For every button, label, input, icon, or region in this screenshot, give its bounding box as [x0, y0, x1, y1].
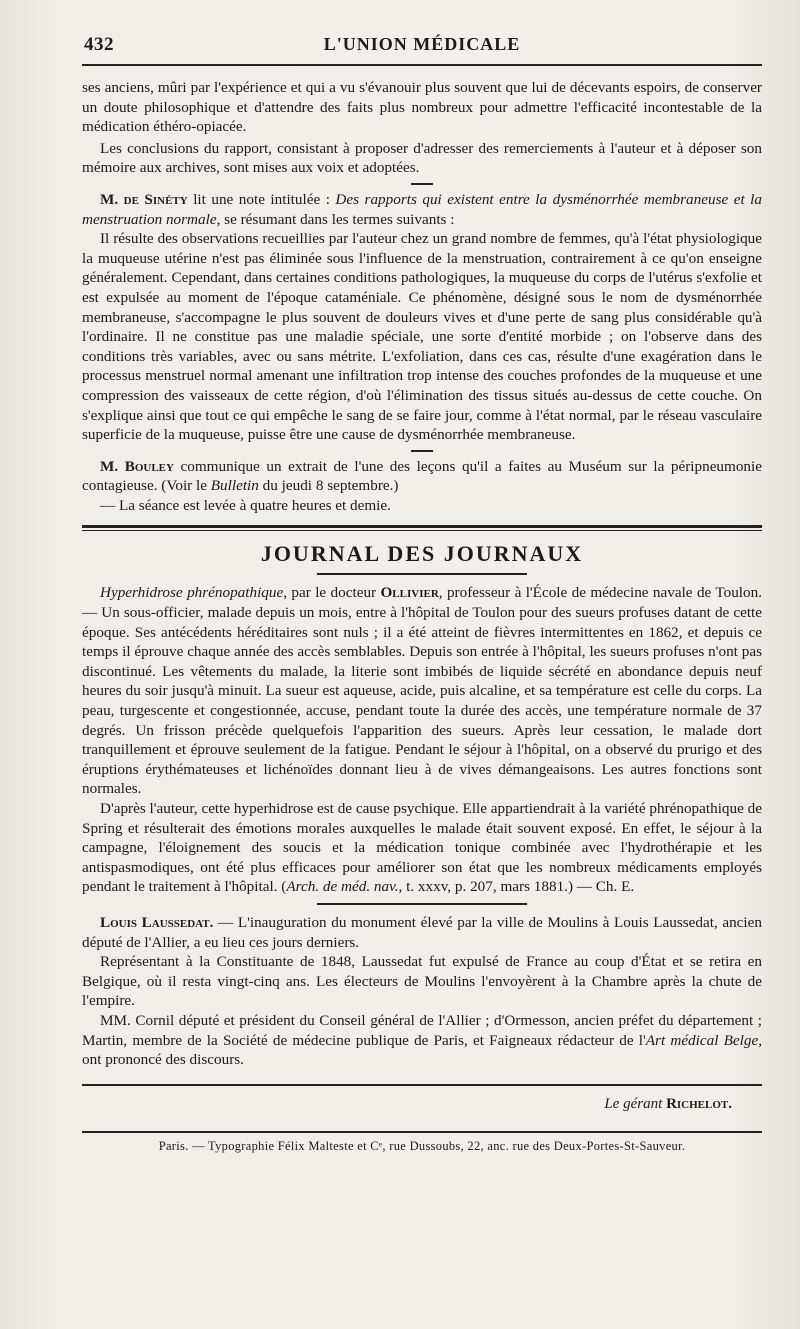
- footer-rule: [82, 1084, 762, 1086]
- bouley-after: du jeudi 8 septembre.): [258, 477, 399, 495]
- laussedat-text-3-tail: , ont prononcé des discours.: [82, 1031, 762, 1069]
- signature-name: Richelot.: [666, 1095, 732, 1112]
- bulletin-ref: Bulletin: [210, 477, 259, 495]
- section-title: JOURNAL DES JOURNAUX: [260, 541, 584, 567]
- section-title-rule: [317, 573, 527, 575]
- laussedat-paragraph-2: Représentant à la Constituante de 1848, Laussedat fut expulsé de France au coup d'État et se retira en Belgique, où il resta vingt-cinq ans. Les électeurs de Moulins l'envoyèrent à la Chambre après la chute de l'empire.: [82, 953, 762, 1010]
- paragraph-conclusions: Les conclusions du rapport, consistant à proposer d'adresser des remerciements à l'auteur et à déposer son mémoire aux archives, sont mises aux voix et adoptées.: [82, 139, 762, 177]
- article-title: Hyperhidrose phrénopathique: [100, 584, 284, 602]
- section-rule: [82, 525, 762, 531]
- signature-line: [82, 1096, 762, 1113]
- bouley-paragraph: [82, 457, 762, 496]
- article-body-2: D'après l'auteur, cette hyperhidrose est de cause psychique. Elle appartiendrait à la variété phrénopathique de Spring et résulterait des émotions morales auxquelles le malade était souvent exposé. En effet, le séjour à la campagne, l'éloignement des soucis et la médication tonique combinée avec l'hydrothérapie et les antispasmodiques, ont été plus efficaces pour améliorer son état que les nombreux médicaments employés pendant le traitement à l'hôpital. (: [82, 800, 762, 896]
- sinety-intro: [82, 190, 762, 229]
- article-paragraph-2: [82, 799, 762, 897]
- header-rule: [82, 64, 762, 66]
- separator-dash: [411, 450, 433, 452]
- laussedat-text-3: MM. Cornil député et président du Conseil général de l'Allier ; d'Ormesson, ancien préfet du département ; Martin, membre de la Société de médecine publique de Paris, et Faigneaux rédacteur de l': [82, 1011, 762, 1049]
- sinety-intro-text: lit une note intitulée :: [187, 190, 336, 208]
- sinety-note-title: Des rapports qui existent entre la dysménorrhée membraneuse et la menstruation normale: [82, 190, 762, 228]
- article-reference-tail: , t. xxxv, p. 207, mars 1881.) — Ch. E.: [398, 878, 635, 896]
- speaker-name: M. Bouley: [100, 457, 174, 475]
- laussedat-paragraph-3: [82, 1011, 762, 1070]
- closing-line: — La séance est levée à quatre heures et demie.: [100, 496, 391, 514]
- laussedat-heading: Louis Laussedat.: [100, 913, 214, 931]
- article-paragraph: [82, 583, 762, 799]
- paragraph-continuation: ses anciens, mûri par l'expérience et qui a vu s'évanouir plus souvent que lui de décevants espoirs, de conserver un doute philosophique et d'attendre des faits plus nombreux pour admettre l'efficacité incontestable de la médication éthéro-opiacée.: [82, 79, 762, 136]
- imprint-line: Paris. — Typographie Félix Malteste et Cᵉ, rue Dussoubs, 22, anc. rue des Deux-Portes-St-Sauveur.: [82, 1131, 762, 1154]
- article-end-rule: [317, 903, 527, 905]
- running-head: [82, 34, 762, 64]
- art-medical-ref: Art médical Belge: [645, 1031, 759, 1049]
- article-author: Ollivier: [380, 584, 439, 602]
- article-reference: Arch. de méd. nav.: [286, 878, 399, 896]
- signature-label: Le gérant: [604, 1095, 663, 1112]
- sinety-body: Il résulte des observations recueillies par l'auteur chez un grand nombre de femmes, qu'à l'état physiologique la muqueuse utérine n'est pas éliminée sous l'influence de la menstruation, contrairement à ce qu'on enseigne généralement. Cependant, dans certaines conditions pathologiques, la muqueuse du corps de l'utérus s'exfolie et est expulsée au moment de l'époque cataméniale. Ce phénomène, désigné sous le nom de dysménorrhée membraneuse, s'accompagne le plus souvent de douleurs vives et d'une perte de sang plus considérable qu'à l'ordinaire. Il ne constitue pas une maladie spéciale, une sorte d'entité morbide ; on l'observe dans des conditions très variables, avec ou sans métrite. L'exfoliation, dans ces cas, résulte d'une exagération dans le processus menstruel normal amenant une infiltration trop intense des couches profondes de la muqueuse et une compression des vaisseaux de cette région, d'où l'élimination des tissus situés au-dessus de cette couche. On s'explique ainsi que tout ce qui empêche le sang de se faire jour, comme à l'état normal, par le réseau vasculaire superficie de la muqueuse, puisse être une cause de dysménorrhée membraneuse.: [82, 230, 762, 444]
- article-body: , professeur à l'École de médecine navale de Toulon. — Un sous-officier, malade depuis un mois, entre à l'hôpital de Toulon pour des sueurs profuses datant de cette époque. Ses antécédents héréditaires sont nuls ; il a été atteint de fièvres intermittentes en 1862, et depuis ce temps il éprouve chaque année des accès semblables. Depuis son entrée à l'hôpital, les sueurs profuses n'ont pas discontinué. Les vêtements du malade, la literie sont imbibés de liquide sécrété en abondance depuis neuf heures du soir jusqu'à minuit. La sueur est aqueuse, acide, puis alcaline, et sa température est celle du corps. La peau, turgescente et congestionnée, accuse, pendant toute la durée des accès, une température normale de 37 degrés. Un frisson précède quelquefois l'apparition des sueurs. Après leur cessation, le malade dort tranquillement et éprouve seulement de la fatigue. Pendant le séjour à l'hôpital, on a observé du prurigo et des éruptions érythémateuses et lichénoïdes donnant lieu à de vives démangeaisons. Les autres fonctions sont normales.: [82, 584, 762, 798]
- speaker-name: M. de Sinéty: [100, 190, 188, 208]
- separator-dash: [411, 183, 433, 185]
- bouley-text: communique un extrait de l'une des leçons qu'il a faites au Muséum sur la péripneumonie contagieuse. (Voir le: [82, 457, 762, 495]
- running-title: L'UNION MÉDICALE: [323, 34, 521, 54]
- sinety-after-text: , se résumant dans les termes suivants :: [216, 210, 455, 228]
- laussedat-text: — L'inauguration du monument élevé par la ville de Moulins à Louis Laussedat, ancien député de l'Allier, a eu lieu ces jours derniers.: [82, 913, 762, 951]
- laussedat-paragraph: [82, 913, 762, 952]
- article-byline-pre: , par le docteur: [283, 584, 381, 602]
- page-number: 432: [84, 34, 114, 55]
